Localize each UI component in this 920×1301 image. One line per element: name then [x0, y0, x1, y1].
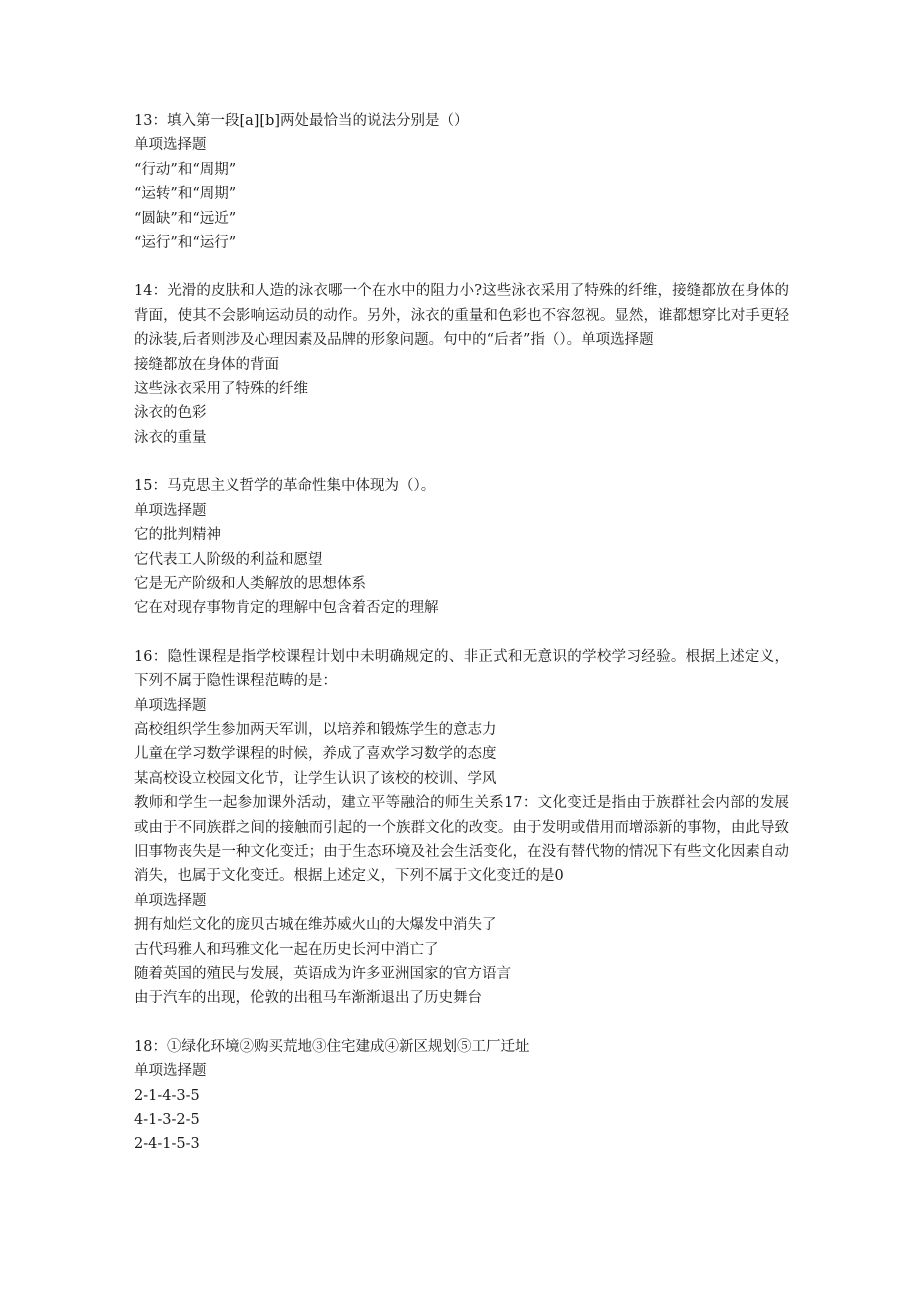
option: 接缝都放在身体的背面	[134, 356, 279, 373]
question-14	[134, 279, 789, 450]
option: 某高校设立校园文化节，让学生认识了该校的校训、学风	[134, 770, 497, 787]
option: 随着英国的殖民与发展，英语成为许多亚洲国家的官方语言	[134, 966, 511, 982]
option: “运转”和“周期”	[134, 186, 237, 203]
question-type: 单项选择题	[134, 697, 207, 714]
question-stem: 14：光滑的皮肤和人造的泳衣哪一个在水中的阻力小?这些泳衣采用了特殊的纤维，接缝都放在身体的背面，使其不会影响运动员的动作。另外，泳衣的重量和色彩也不容忽视。显然，谁都想穿比对手更轻的泳装,后者则涉及心理因素及品牌的形象问题。句中的“后者”指（）。单项选择题	[134, 283, 789, 349]
document-content	[134, 109, 789, 1181]
question-15	[134, 474, 789, 620]
question-type: 单项选择题	[134, 502, 207, 519]
option: 这些泳衣采用了特殊的纤维	[134, 381, 308, 398]
question-stem: 18：①绿化环境②购买荒地③住宅建成④新区规划⑤工厂迁址	[134, 1038, 530, 1055]
question-18	[134, 1035, 789, 1157]
question-16-17	[134, 645, 789, 1011]
option: “圆缺”和“远近”	[134, 210, 237, 227]
question-13	[134, 109, 789, 255]
question-stem: 教师和学生一起参加课外活动，建立平等融洽的师生关系17：文化变迁是指由于族群社会内部的发展或由于不同族群之间的接触而引起的一个族群文化的改变。由于发明或借用而增添新的事物，由此导致旧事物丧失是一种文化变迁；由于生态环境及社会生活变化，在没有替代物的情况下有些文化因素自动消失，也属于文化变迁。根据上述定义，下列不属于文化变迁的是0	[134, 795, 789, 885]
option: 高校组织学生参加两天军训，以培养和锻炼学生的意志力	[134, 721, 497, 738]
option: 它的批判精神	[134, 527, 221, 544]
option: 泳衣的色彩	[134, 405, 207, 422]
question-type: 单项选择题	[134, 1063, 207, 1080]
option: 2-1-4-3-5	[134, 1087, 200, 1104]
option: 古代玛雅人和玛雅文化一起在历史长河中消亡了	[134, 941, 439, 958]
question-type: 单项选择题	[134, 137, 207, 154]
option: 拥有灿烂文化的庞贝古城在维苏威火山的大爆发中消失了	[134, 917, 497, 934]
option: 4-1-3-2-5	[134, 1112, 200, 1129]
option: 它在对现存事物肯定的理解中包含着否定的理解	[134, 600, 439, 617]
question-type: 单项选择题	[134, 892, 207, 909]
option: 它代表工人阶级的利益和愿望	[134, 551, 323, 568]
option: “运行”和“运行”	[134, 235, 237, 252]
question-stem: 15：马克思主义哲学的革命性集中体现为（）。	[134, 478, 436, 495]
option: 由于汽车的出现，伦敦的出租马车渐渐退出了历史舞台	[134, 990, 482, 1007]
question-stem: 16：隐性课程是指学校课程计划中未明确规定的、非正式和无意识的学校学习经验。根据上述定义，下列不属于隐性课程范畴的是：	[134, 648, 789, 690]
option: 儿童在学习数学课程的时候，养成了喜欢学习数学的态度	[134, 746, 497, 763]
option: 2-4-1-5-3	[134, 1136, 200, 1153]
question-stem: 13：填入第一段[a][b]两处最恰当的说法分别是（）	[134, 113, 469, 129]
option: 它是无产阶级和人类解放的思想体系	[134, 575, 366, 592]
option: “行动”和“周期”	[134, 161, 237, 178]
option: 泳衣的重量	[134, 429, 207, 446]
